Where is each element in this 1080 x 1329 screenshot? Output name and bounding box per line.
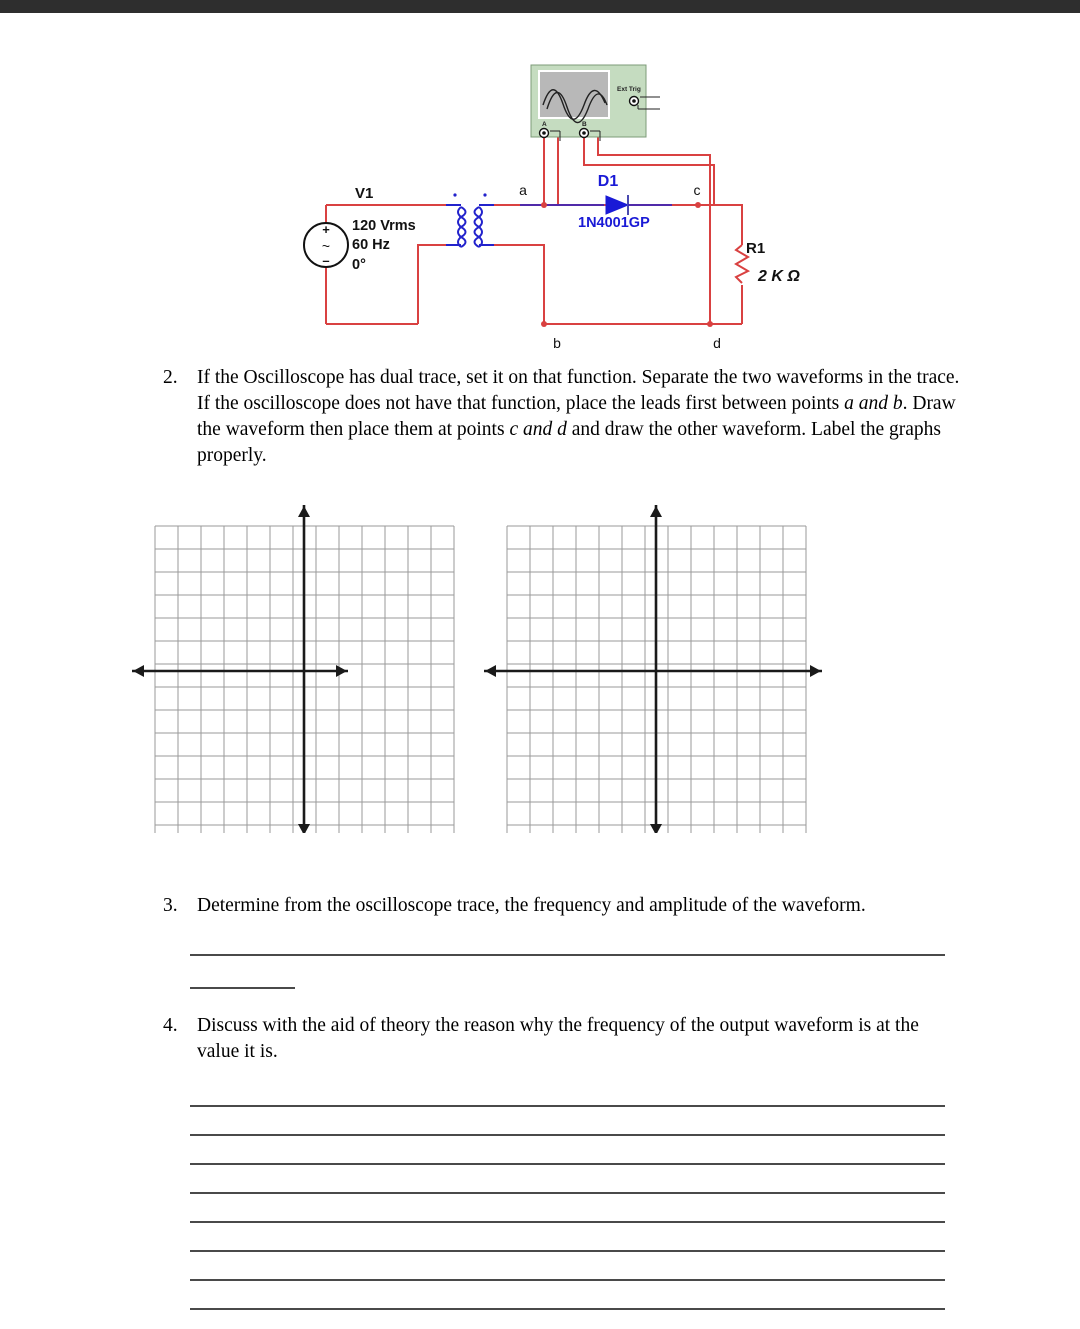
graph-left (132, 505, 454, 833)
junction-node-b (541, 321, 547, 327)
diode-ref-label: D1 (597, 173, 619, 190)
scope-terminal-b-label: B (582, 121, 587, 128)
source-ref-label: V1 (355, 185, 374, 202)
question-4-text: Discuss with the aid of theory the reason why the frequency of the output waveform is at the value it is. (197, 1015, 919, 1062)
scope-ext-trig-label: Ext Trig (617, 86, 641, 93)
resistor-value-label: 2 K Ω (758, 268, 800, 285)
question-3-number: 3. (163, 895, 178, 916)
node-label-b: b (553, 335, 561, 351)
top-dark-bar (0, 0, 1080, 13)
source-voltage-label: 120 Vrms (352, 218, 416, 234)
question-3-text: Determine from the oscilloscope trace, the frequency and amplitude of the waveform. (197, 895, 866, 916)
source-ac-symbol: ~ (321, 238, 331, 254)
q2-part-1: If the Oscilloscope has dual trace, set it on that function. Separate the two waveforms in the trace. If the oscilloscope does not have that function, place the leads first between points (197, 367, 960, 414)
question-2 (163, 365, 963, 469)
answer-line-q4 (190, 1279, 945, 1281)
transformer-dot-primary (453, 193, 456, 196)
source-phase-label: 0° (352, 257, 366, 273)
source-plus-sign: + (322, 222, 330, 237)
resistor-ref-label: R1 (746, 240, 766, 257)
oscilloscope-xsc1 (531, 65, 660, 141)
question-4-number: 4. (163, 1015, 178, 1036)
answer-line-q4 (190, 1221, 945, 1223)
answer-line-q4 (190, 1308, 945, 1310)
node-label-d: d (713, 335, 721, 351)
source-minus-sign: – (322, 253, 330, 268)
document-page (0, 13, 1080, 1329)
scope-terminal-a-label: A (542, 121, 547, 128)
answer-line-q4 (190, 1134, 945, 1136)
graph-area (0, 483, 1080, 833)
question-4 (163, 1013, 963, 1065)
question-2-number: 2. (163, 367, 178, 388)
node-label-c: c (693, 182, 701, 198)
transformer-dot-secondary (483, 193, 486, 196)
answer-line-q3 (190, 987, 295, 989)
transformer (446, 205, 494, 247)
q2-part-3: . Draw the waveform then place them at points (197, 393, 956, 440)
source-frequency-label: 60 Hz (352, 237, 390, 253)
answer-line-q3 (190, 954, 945, 956)
question-2-text (197, 365, 963, 469)
junction-node-a (541, 202, 547, 208)
q2-part-4-italic: c and d (509, 419, 567, 440)
answer-line-q4 (190, 1163, 945, 1165)
voltage-source-v1 (304, 222, 348, 268)
answer-line-q4 (190, 1192, 945, 1194)
q2-part-5: and draw the other waveform. Label the graphs properly. (197, 419, 942, 466)
graph-right-axes (484, 505, 822, 833)
diode-part-label: 1N4001GP (578, 215, 650, 231)
answer-line-q4 (190, 1250, 945, 1252)
circuit-diagram (0, 13, 1080, 353)
answer-line-q4 (190, 1105, 945, 1107)
junction-node-c (695, 202, 701, 208)
junction-node-d (707, 321, 713, 327)
node-label-a: a (519, 182, 527, 198)
question-3 (163, 893, 963, 919)
graph-right (484, 505, 822, 833)
q2-part-2-italic: a and b (844, 393, 903, 414)
